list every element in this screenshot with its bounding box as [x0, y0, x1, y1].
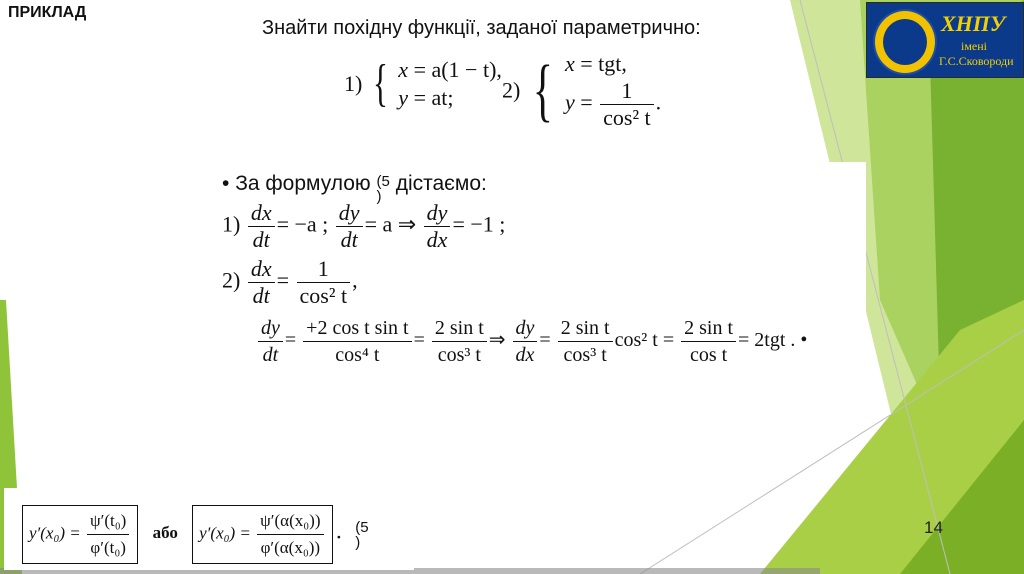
expr: ,	[352, 267, 358, 293]
numerator: ψ′(α(x₀))	[257, 508, 323, 535]
denominator: cos³ t	[437, 344, 481, 366]
denominator: φ′(t₀)	[90, 538, 126, 557]
denominator: dt	[252, 283, 270, 308]
fraction	[558, 315, 613, 368]
logo-line-3: Г.С.Сковороди	[939, 54, 1014, 68]
logo-name: ХНПУ	[941, 11, 1006, 36]
brace: {	[532, 51, 553, 129]
bullet: •	[222, 172, 230, 195]
fraction	[248, 200, 275, 253]
university-logo	[866, 2, 1024, 78]
brace: {	[372, 55, 388, 112]
denominator: cos² t	[299, 283, 348, 308]
fraction	[258, 315, 283, 368]
fraction	[424, 200, 451, 253]
numerator: 1	[600, 78, 654, 105]
item-number: 2)	[222, 267, 241, 293]
formula-reference: (5 )	[355, 518, 369, 551]
expr: = tgt,	[580, 51, 627, 76]
numerator: dy	[336, 200, 363, 227]
fraction	[87, 508, 129, 561]
solution-line-1	[222, 200, 505, 253]
system-lines	[398, 56, 502, 112]
var: x	[564, 51, 575, 76]
item-number: 2)	[502, 77, 521, 103]
item-number: 1)	[344, 71, 363, 96]
fraction	[303, 315, 411, 368]
expr: =	[276, 267, 290, 293]
task-item-2	[502, 50, 661, 131]
denominator: cos² t	[603, 105, 651, 130]
denominator: dx	[426, 227, 448, 252]
expr: ⇒	[488, 329, 506, 352]
fraction	[257, 508, 323, 561]
expr: = 2tgt .	[738, 329, 796, 352]
expr: =	[539, 329, 551, 352]
var: y	[564, 89, 575, 115]
expr: = a ⇒	[364, 211, 417, 237]
fraction	[297, 256, 351, 309]
system-line	[398, 56, 502, 84]
formula-lhs: y′(x₀) =	[29, 523, 81, 543]
fraction	[248, 256, 275, 309]
logo-emblem-core	[883, 19, 927, 65]
expr: = −a ;	[276, 211, 329, 237]
item-number: 1)	[222, 211, 241, 237]
fraction	[432, 315, 487, 368]
numerator: dy	[424, 200, 451, 227]
numerator: 2 sin t	[432, 315, 487, 342]
solution-line-2	[222, 256, 358, 309]
numerator: 2 sin t	[681, 315, 736, 342]
expr: = a(1 − t),	[413, 57, 502, 82]
system-line	[565, 78, 661, 131]
intro-text: За формулою	[235, 172, 371, 195]
denominator: dt	[252, 227, 270, 252]
expr: =	[413, 329, 425, 352]
var: x	[398, 57, 409, 82]
or-word: або	[152, 523, 178, 543]
fraction	[600, 78, 654, 131]
system-line	[398, 84, 502, 112]
eq-sign: =	[580, 89, 593, 115]
task-item-1	[344, 56, 502, 112]
logo-emblem	[873, 9, 937, 75]
numerator: 1	[297, 256, 351, 283]
period: .	[655, 89, 662, 115]
var: y	[398, 85, 409, 110]
numerator: dy	[513, 315, 538, 342]
denominator: cos⁴ t	[335, 344, 380, 366]
logo-line-2: імені	[961, 39, 988, 53]
system-line	[565, 50, 661, 78]
denominator: cos³ t	[563, 344, 607, 366]
formula-reference: (5 )	[376, 173, 390, 205]
numerator: ψ′(t₀)	[87, 508, 129, 535]
formula-lhs: y′(x₀) =	[199, 523, 251, 543]
numerator: dy	[258, 315, 283, 342]
solution-line-3	[256, 315, 807, 368]
numerator: dx	[248, 200, 275, 227]
denominator: dx	[515, 344, 535, 366]
end-mark: •	[800, 329, 808, 352]
slide-number: 14	[924, 518, 943, 537]
expr: = at;	[413, 85, 454, 110]
expr: = −1 ;	[452, 211, 506, 237]
numerator: 2 sin t	[558, 315, 613, 342]
period: .	[336, 523, 341, 543]
system-lines	[565, 50, 661, 131]
fraction	[681, 315, 736, 368]
slide-title: ПРИКЛАД	[8, 4, 87, 21]
denominator: dt	[340, 227, 358, 252]
numerator: +2 cos t sin t	[303, 315, 411, 342]
fraction	[336, 200, 363, 253]
task-statement: Знайти похідну функції, заданої параметрично:	[262, 17, 701, 39]
denominator: φ′(α(x₀))	[260, 538, 321, 557]
formula-box-1	[22, 505, 138, 564]
formula-row	[22, 505, 369, 564]
numerator: dx	[248, 256, 275, 283]
expr: =	[284, 329, 297, 352]
expr: cos² t =	[614, 329, 675, 352]
denominator: dt	[262, 344, 279, 366]
formula-box-2	[192, 505, 332, 564]
denominator: cos t	[689, 344, 728, 366]
fraction	[513, 315, 538, 368]
intro-text-end: дістаємо:	[395, 172, 487, 195]
